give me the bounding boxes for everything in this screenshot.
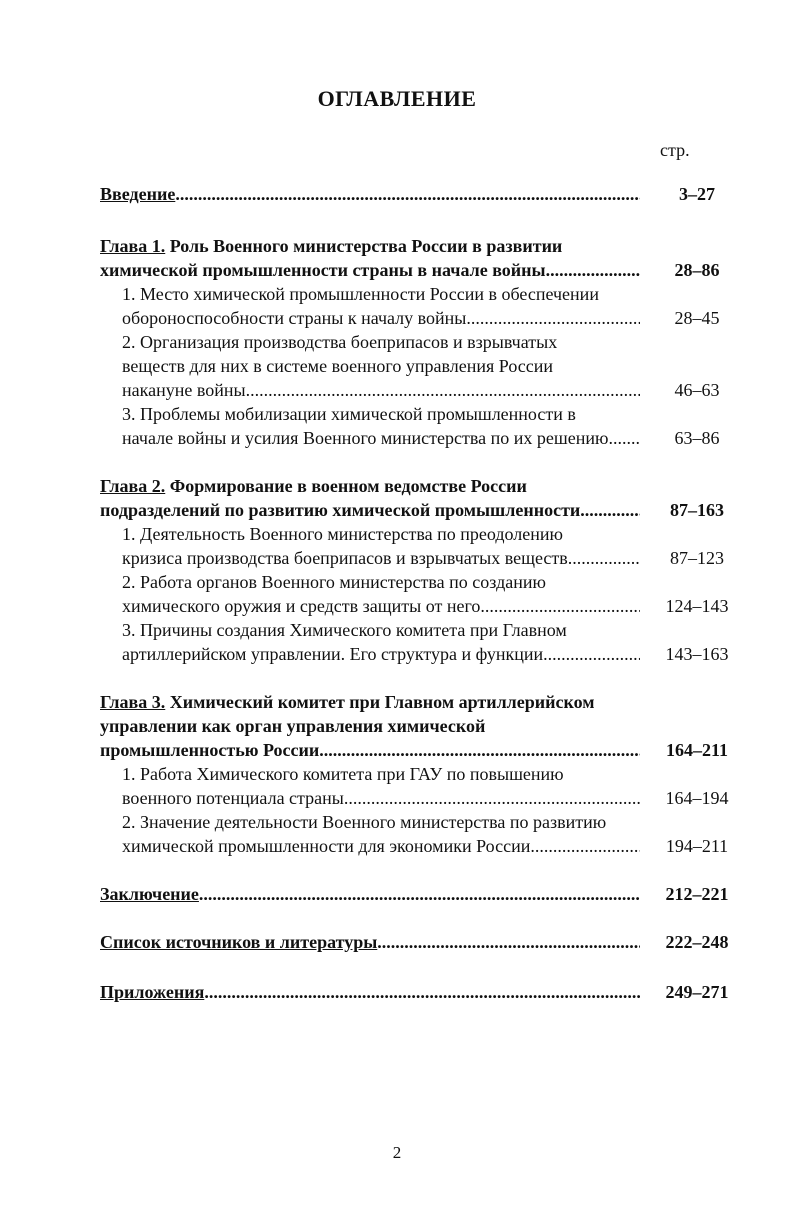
chapter2-pages: 87–163 [670,500,724,520]
leader-dots [319,738,640,762]
conclusion-pages: 212–221 [665,884,729,904]
ch2-sec2-pages: 124–143 [665,596,729,616]
leader-dots [608,426,640,450]
ch1-sec1-last[interactable] [122,306,640,330]
chapter3-title-line2: управлении как орган управления химической [100,716,486,736]
ch1-sec3-last-text: начале войны и усилия Военного министерства по их решению [122,428,609,448]
ch2-sec1-line1: 1. Деятельность Военного министерства по преодолению [122,524,563,544]
leader-dots [246,378,640,402]
leader-dots [480,594,640,618]
chapter1-title-line2: химической промышленности страны в начале войны [100,260,546,280]
leader-dots [199,882,640,906]
chapter3-heading[interactable] [100,690,595,714]
leader-dots [568,546,640,570]
toc-entry-intro[interactable] [100,182,640,206]
leader-dots [344,786,640,810]
chapter1-label: Глава 1. [100,236,166,256]
chapter1-title-last[interactable] [100,258,640,282]
ch2-sec3-last[interactable] [122,642,640,666]
ch3-sec1-pages: 164–194 [665,788,729,808]
ch1-sec2-last-text: накануне войны [122,380,246,400]
chapter3-title-line1: Химический комитет при Главном артиллерийском [169,692,595,712]
ch3-sec1-last-text: военного потенциала страны [122,788,344,808]
leader-dots [466,306,640,330]
chapter2-label: Глава 2. [100,476,166,496]
sources-label: Список источников и литературы [100,932,378,952]
ch1-sec2-pages: 46–63 [674,380,720,400]
leader-dots [175,182,640,206]
ch3-sec2-line1: 2. Значение деятельности Военного министерства по развитию [122,812,607,832]
ch2-sec3-pages: 143–163 [665,644,729,664]
ch3-sec2-pages: 194–211 [665,836,729,856]
ch1-sec1-line1: 1. Место химической промышленности России в обеспечении [122,284,599,304]
ch1-sec1-pages: 28–45 [674,308,720,328]
chapter1-pages: 28–86 [674,260,720,280]
leader-dots [530,834,640,858]
leader-dots [546,258,640,282]
toc-entry-sources[interactable] [100,930,640,954]
ch1-sec2-last[interactable] [122,378,640,402]
chapter2-title-last[interactable] [100,498,640,522]
intro-pages: 3–27 [679,184,715,204]
page-title: ОГЛАВЛЕНИЕ [317,86,477,111]
ch1-sec2-line2: веществ для них в системе военного управления России [122,356,554,376]
ch3-sec2-last-text: химической промышленности для экономики России [122,836,531,856]
ch2-sec3-last-text: артиллерийском управлении. Его структура и функции [122,644,544,664]
leader-dots [543,642,640,666]
chapter2-title-line2: подразделений по развитию химической промышленности [100,500,581,520]
leader-dots [204,980,640,1004]
ch2-sec2-line1: 2. Работа органов Военного министерства по созданию [122,572,546,592]
chapter2-heading[interactable] [100,474,527,498]
leader-dots [377,930,640,954]
leader-dots [580,498,640,522]
ch2-sec1-pages: 87–123 [670,548,724,568]
ch1-sec2-line1: 2. Организация производства боеприпасов и взрывчатых [122,332,558,352]
page-column-header: стр. [660,140,690,160]
sources-pages: 222–248 [665,932,729,952]
intro-label: Введение [100,184,176,204]
chapter3-title-last[interactable] [100,738,640,762]
chapter3-title-line3: промышленностью России [100,740,320,760]
chapter1-title-line1: Роль Военного министерства России в развитии [169,236,563,256]
conclusion-label: Заключение [100,884,199,904]
ch3-sec2-last[interactable] [122,834,640,858]
ch3-sec1-line1: 1. Работа Химического комитета при ГАУ по повышению [122,764,564,784]
appendix-label: Приложения [100,982,205,1002]
ch1-sec1-last-text: обороноспособности страны к началу войны [122,308,467,328]
ch2-sec1-last[interactable] [122,546,640,570]
toc-entry-conclusion[interactable] [100,882,640,906]
chapter2-title-line1: Формирование в военном ведомстве России [169,476,527,496]
chapter3-label: Глава 3. [100,692,166,712]
ch2-sec2-last[interactable] [122,594,640,618]
ch3-sec1-last[interactable] [122,786,640,810]
ch1-sec3-line1: 3. Проблемы мобилизации химической промышленности в [122,404,576,424]
chapter1-heading[interactable] [100,234,562,258]
ch2-sec1-last-text: кризиса производства боеприпасов и взрывчатых веществ [122,548,568,568]
ch2-sec2-last-text: химического оружия и средств защиты от него [122,596,481,616]
toc-entry-appendix[interactable] [100,980,640,1004]
chapter3-pages: 164–211 [665,740,728,760]
appendix-pages: 249–271 [665,982,729,1002]
ch1-sec3-pages: 63–86 [674,428,720,448]
page-number: 2 [392,1143,402,1162]
ch1-sec3-last[interactable] [122,426,640,450]
ch2-sec3-line1: 3. Причины создания Химического комитета при Главном [122,620,567,640]
